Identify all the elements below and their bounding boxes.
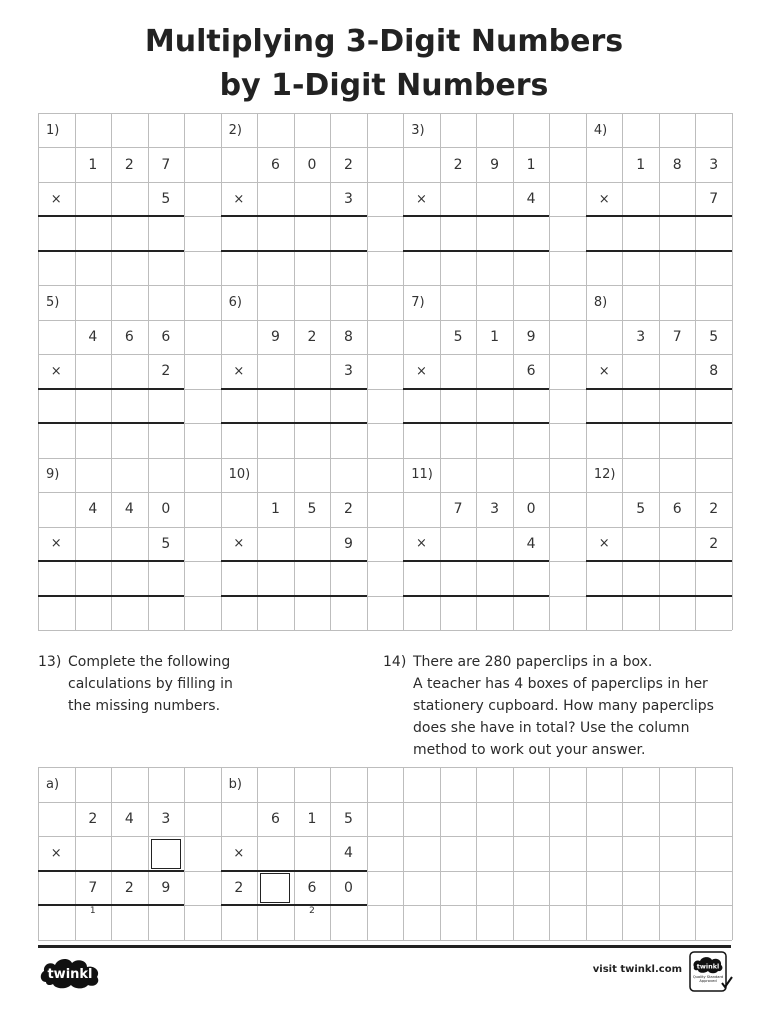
missing-number-grid	[38, 767, 732, 940]
multiplier-digit: 3	[344, 363, 353, 380]
footer-divider	[38, 945, 731, 948]
answer-cell[interactable]	[294, 423, 331, 457]
multiplicand-digit: 7	[453, 501, 463, 518]
answer-cell[interactable]	[476, 251, 513, 285]
answer-cell[interactable]	[403, 216, 440, 250]
grid-line	[513, 767, 514, 940]
answer-cell[interactable]	[586, 216, 623, 250]
multiplicand-digit: 0	[161, 501, 171, 518]
multiplier-digit: 9	[344, 535, 353, 552]
answer-cell[interactable]	[695, 389, 732, 423]
grid-line	[294, 113, 295, 630]
answer-cell[interactable]	[695, 423, 732, 457]
multiplicand-digit: 2	[307, 329, 317, 346]
answer-cell[interactable]	[586, 251, 623, 285]
grid-line	[586, 767, 587, 940]
quality-badge-icon	[689, 951, 733, 993]
problem-label: 2)	[228, 122, 242, 138]
multiply-sign: ×	[416, 536, 427, 552]
carry-digit: 1	[89, 906, 96, 917]
problem-label: 12)	[593, 467, 616, 483]
multiplicand-digit: 6	[124, 329, 134, 346]
grid-line	[38, 630, 732, 631]
question-line: Complete the following	[68, 654, 231, 670]
multiplicand-digit: 4	[124, 810, 134, 827]
answer-cell[interactable]	[75, 251, 112, 285]
answer-cell[interactable]	[440, 423, 477, 457]
problem-label: a)	[46, 776, 60, 792]
answer-cell[interactable]	[148, 596, 185, 630]
multiplicand-digit: 2	[88, 810, 98, 827]
badge-caption: Quality Standard Approved	[692, 975, 724, 984]
answer-cell[interactable]	[148, 389, 185, 423]
problem-label: 11)	[411, 467, 433, 483]
grid-line	[38, 182, 732, 183]
multiplicand-digit: 5	[709, 329, 719, 346]
answer-cell[interactable]	[294, 251, 331, 285]
multiplicand-digit: 5	[307, 501, 317, 518]
multiplicand-digit: 8	[672, 156, 682, 173]
logo-wordmark: twinkl	[47, 967, 93, 982]
multiplier-digit: 5	[161, 535, 171, 552]
grid-line	[440, 113, 441, 630]
answer-cell[interactable]	[294, 561, 331, 595]
answer-cell[interactable]	[221, 561, 258, 595]
result-digit: 6	[307, 880, 317, 897]
answer-cell[interactable]	[257, 423, 294, 457]
answer-cell[interactable]	[622, 251, 659, 285]
multiplier-digit: 2	[161, 363, 171, 380]
multiplicand-digit: 3	[490, 501, 500, 518]
multiply-sign: ×	[598, 536, 610, 552]
answer-cell[interactable]	[476, 216, 513, 250]
grid-line	[148, 767, 149, 940]
multiplicand-digit: 0	[526, 501, 536, 518]
answer-cell[interactable]	[659, 561, 696, 595]
multiplier-digit: 5	[161, 191, 171, 208]
answer-cell[interactable]	[257, 561, 294, 595]
multiplicand-digit: 3	[161, 810, 171, 827]
answer-cell[interactable]	[330, 596, 367, 630]
question-line: method to work out your answer.	[413, 742, 646, 758]
answer-cell[interactable]	[586, 561, 623, 595]
answer-underline	[221, 904, 367, 906]
multiplicand-digit: 6	[270, 810, 280, 827]
grid-line	[111, 767, 112, 940]
answer-cell[interactable]	[330, 389, 367, 423]
multiply-sign: ×	[233, 845, 245, 861]
answer-cell[interactable]	[330, 216, 367, 250]
multiply-sign: ×	[50, 536, 62, 552]
answer-cell[interactable]	[294, 596, 331, 630]
answer-cell[interactable]	[221, 596, 258, 630]
multiplicand-digit: 0	[307, 156, 317, 173]
answer-cell[interactable]	[75, 389, 112, 423]
answer-cell[interactable]	[221, 389, 258, 423]
multiplicand-digit: 1	[88, 156, 98, 173]
grid-line	[367, 113, 368, 630]
answer-cell[interactable]	[111, 561, 148, 595]
result-digit: 2	[234, 880, 244, 897]
multiply-sign: ×	[598, 191, 610, 207]
multiply-sign: ×	[598, 363, 610, 379]
answer-cell[interactable]	[403, 389, 440, 423]
grid-line	[476, 113, 477, 630]
answer-cell[interactable]	[513, 561, 550, 595]
answer-cell[interactable]	[513, 389, 550, 423]
problem-label: 6)	[228, 295, 242, 311]
answer-cell[interactable]	[403, 596, 440, 630]
multiplicand-digit: 2	[124, 156, 134, 173]
grid-line	[732, 767, 733, 940]
answer-cell[interactable]	[622, 561, 659, 595]
grid-line	[184, 113, 185, 630]
problem-label: 4)	[593, 122, 608, 138]
page-title-line-1: Multiplying 3-Digit Numbers	[144, 24, 624, 59]
multiplier-digit: 8	[709, 363, 719, 380]
multiplicand-digit: 4	[124, 501, 134, 518]
answer-cell[interactable]	[403, 251, 440, 285]
multiplicand-digit: 3	[636, 329, 646, 346]
multiplicand-digit: 6	[672, 501, 682, 518]
question-line: calculations by filling in	[68, 676, 233, 692]
answer-underline	[221, 870, 367, 872]
grid-line	[38, 458, 732, 459]
multiplier-digit: 4	[526, 535, 536, 552]
multiplicand-digit: 1	[636, 156, 646, 173]
multiply-sign: ×	[50, 191, 62, 207]
question-number: 14)	[383, 654, 407, 670]
grid-line	[367, 767, 368, 940]
problem-label: 1)	[46, 122, 60, 138]
multiplicand-digit: 2	[344, 156, 353, 173]
answer-cell[interactable]	[513, 596, 550, 630]
answer-cell[interactable]	[695, 561, 732, 595]
grid-line	[622, 767, 623, 940]
grid-line	[38, 767, 732, 768]
answer-cell[interactable]	[440, 251, 477, 285]
grid-line	[549, 767, 550, 940]
multiply-sign: ×	[50, 845, 62, 861]
answer-cell[interactable]	[257, 251, 294, 285]
answer-cell[interactable]	[257, 389, 294, 423]
multiplier-digit: 3	[344, 191, 353, 208]
multiply-sign: ×	[233, 191, 245, 207]
grid-line	[38, 113, 732, 114]
result-digit: 7	[88, 880, 98, 897]
answer-cell[interactable]	[148, 216, 185, 250]
multiplicand-digit: 5	[344, 810, 353, 827]
multiplicand-digit: 7	[672, 329, 682, 346]
multiplier-digit: 2	[709, 535, 719, 552]
multiplicand-digit: 4	[88, 329, 98, 346]
multiplicand-digit: 6	[161, 329, 171, 346]
answer-cell[interactable]	[294, 389, 331, 423]
grid-line	[257, 767, 258, 940]
answer-cell[interactable]	[330, 561, 367, 595]
answer-cell[interactable]	[622, 389, 659, 423]
carry-digit: 2	[309, 906, 315, 917]
answer-cell[interactable]	[111, 423, 148, 457]
grid-line	[695, 767, 696, 940]
multiplicand-digit: 7	[161, 156, 171, 173]
answer-cell[interactable]	[38, 596, 75, 630]
multiplication-grid	[38, 113, 732, 630]
answer-cell[interactable]	[38, 251, 75, 285]
grid-line	[440, 767, 441, 940]
multiplier-digit: 4	[526, 191, 536, 208]
answer-cell[interactable]	[148, 561, 185, 595]
answer-cell[interactable]	[622, 423, 659, 457]
answer-cell[interactable]	[221, 251, 258, 285]
answer-cell[interactable]	[659, 389, 696, 423]
badge-wordmark: twinkl	[696, 962, 720, 971]
missing-digit-box[interactable]	[151, 839, 181, 869]
answer-cell[interactable]	[476, 423, 513, 457]
multiply-sign: ×	[233, 536, 245, 552]
answer-underline	[38, 870, 184, 872]
multiplicand-digit: 1	[270, 501, 280, 518]
question-line: the missing numbers.	[68, 698, 221, 714]
answer-cell[interactable]	[476, 596, 513, 630]
question-line: stationery cupboard. How many paperclips	[413, 698, 714, 714]
grid-line	[403, 767, 404, 940]
answer-cell[interactable]	[513, 251, 550, 285]
answer-cell[interactable]	[38, 561, 75, 595]
multiplicand-digit: 1	[526, 156, 536, 173]
twinkl-logo	[38, 952, 104, 992]
answer-cell[interactable]	[221, 216, 258, 250]
question-line: A teacher has 4 boxes of paperclips in her	[413, 676, 708, 692]
answer-cell[interactable]	[221, 423, 258, 457]
multiplicand-digit: 9	[526, 329, 536, 346]
answer-cell[interactable]	[659, 251, 696, 285]
multiplicand-digit: 6	[270, 156, 280, 173]
result-digit: 2	[124, 880, 134, 897]
question-number: 13)	[38, 654, 62, 670]
answer-cell[interactable]	[695, 251, 732, 285]
answer-cell[interactable]	[513, 216, 550, 250]
multiply-sign: ×	[416, 191, 427, 207]
answer-cell[interactable]	[622, 216, 659, 250]
answer-cell[interactable]	[111, 216, 148, 250]
answer-cell[interactable]	[75, 423, 112, 457]
result-digit: 0	[344, 880, 353, 897]
answer-cell[interactable]	[440, 389, 477, 423]
answer-cell[interactable]	[403, 561, 440, 595]
problem-label: 5)	[46, 295, 60, 311]
answer-cell[interactable]	[695, 216, 732, 250]
grid-line	[476, 767, 477, 940]
answer-cell[interactable]	[38, 389, 75, 423]
grid-line	[184, 767, 185, 940]
answer-cell[interactable]	[440, 216, 477, 250]
multiplicand-digit: 5	[453, 329, 463, 346]
multiplicand-digit: 5	[636, 501, 646, 518]
question-13	[38, 651, 358, 721]
answer-cell[interactable]	[330, 423, 367, 457]
answer-cell[interactable]	[75, 561, 112, 595]
answer-cell[interactable]	[148, 423, 185, 457]
answer-cell[interactable]	[38, 423, 75, 457]
problem-label: 3)	[411, 122, 425, 138]
problem-label: b)	[228, 776, 242, 792]
answer-cell[interactable]	[111, 389, 148, 423]
answer-cell[interactable]	[38, 216, 75, 250]
grid-line	[732, 113, 733, 630]
answer-underline	[38, 904, 184, 906]
multiply-sign: ×	[233, 363, 245, 379]
multiplicand-digit: 3	[709, 156, 719, 173]
question-line: does she have in total? Use the column	[413, 720, 690, 736]
grid-line	[38, 940, 732, 941]
multiplicand-digit: 8	[344, 329, 353, 346]
answer-cell[interactable]	[257, 216, 294, 250]
answer-cell[interactable]	[257, 596, 294, 630]
problem-label: 7)	[411, 295, 425, 311]
answer-cell[interactable]	[659, 596, 696, 630]
multiply-sign: ×	[416, 363, 427, 379]
grid-line	[257, 113, 258, 630]
answer-cell[interactable]	[586, 389, 623, 423]
multiplicand-digit: 9	[270, 329, 280, 346]
result-digit: 9	[161, 880, 171, 897]
multiplicand-digit: 1	[307, 810, 317, 827]
grid-line	[659, 767, 660, 940]
problem-label: 9)	[46, 467, 60, 483]
answer-cell[interactable]	[440, 561, 477, 595]
multiplier-digit: 4	[344, 845, 353, 862]
grid-line	[659, 113, 660, 630]
page-title-line-2: by 1-Digit Numbers	[219, 68, 549, 103]
answer-cell[interactable]	[330, 251, 367, 285]
multiplier-digit: 6	[526, 363, 536, 380]
problem-label: 10)	[228, 467, 251, 483]
multiplicand-digit: 1	[490, 329, 500, 346]
answer-cell[interactable]	[476, 389, 513, 423]
answer-cell[interactable]	[440, 596, 477, 630]
answer-cell[interactable]	[476, 561, 513, 595]
grid-line	[111, 113, 112, 630]
multiplicand-digit: 9	[490, 156, 500, 173]
answer-cell[interactable]	[659, 423, 696, 457]
answer-cell[interactable]	[513, 423, 550, 457]
answer-cell[interactable]	[294, 216, 331, 250]
answer-cell[interactable]	[111, 251, 148, 285]
multiplicand-digit: 2	[344, 501, 353, 518]
visit-link[interactable]: visit twinkl.com	[592, 964, 682, 975]
answer-cell[interactable]	[75, 596, 112, 630]
answer-cell[interactable]	[586, 423, 623, 457]
multiplicand-digit: 2	[453, 156, 463, 173]
answer-cell[interactable]	[695, 596, 732, 630]
grid-line	[75, 113, 76, 630]
answer-cell[interactable]	[148, 251, 185, 285]
question-line: There are 280 paperclips in a box.	[413, 654, 653, 670]
multiplicand-digit: 4	[88, 501, 98, 518]
problem-label: 8)	[593, 295, 608, 311]
answer-cell[interactable]	[75, 216, 112, 250]
multiplicand-digit: 2	[709, 501, 719, 518]
missing-digit-box[interactable]	[260, 873, 290, 903]
multiply-sign: ×	[50, 363, 62, 379]
question-14	[383, 651, 743, 766]
answer-cell[interactable]	[622, 596, 659, 630]
grid-line	[38, 527, 732, 528]
answer-cell[interactable]	[586, 596, 623, 630]
multiplier-digit: 7	[709, 191, 719, 208]
answer-cell[interactable]	[659, 216, 696, 250]
answer-cell[interactable]	[111, 596, 148, 630]
answer-cell[interactable]	[403, 423, 440, 457]
